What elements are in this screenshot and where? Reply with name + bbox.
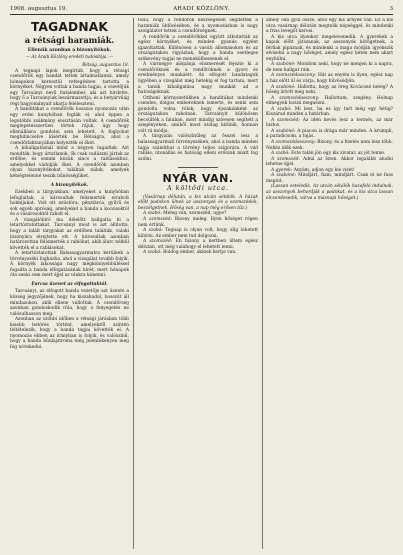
dialogue-line (266, 85, 393, 96)
dialogue-line (266, 73, 393, 84)
speaker: A szabóné: (271, 128, 296, 134)
divider (178, 167, 218, 168)
line-text: Meleg van, szomszéd, ugye? (163, 211, 227, 217)
speaker: A szabóné: (271, 84, 296, 90)
line-text: Én bizony a kertben ültem egész délután, ott még valahogy el lehetett lenni. (138, 239, 258, 250)
speaker: A szomszéd: (271, 156, 300, 162)
dialogue-line (266, 173, 393, 184)
paragraph: A tegnapi lapok megírták, hogy a rétsági csendőrök egy bandát tettek ártalmatlanná, amely hónapokon keresztül rettegésben tartotta a környéket. Négyen voltak a banda tagjai, a vezetőjük egy Tarcsányi nevű fiatalember, aki azt hirdette, hogy ő a Tarcsányiak leszármazottja, és a betyárvilág régi hagyományait akarja feléleszteni. (10, 68, 129, 107)
paragraph: A letartóztatottak Balassagyarmatra kerülnek a törvényszéki fogházba, ahol a vizsgálat tovább folyik. A környék lakossága nagy megkönnyebbüléssel fogadta a banda elfogatásának hírét, mert hónapok óta senki sem mert éjjel az utakra kimenni. (10, 251, 129, 279)
line-text: Bizony, és a fizetés nem lesz több. Nehéz idők ezek. (266, 140, 393, 151)
article-dateline (10, 62, 129, 68)
line-text: Anyám, adjon egy kis vizet! (293, 167, 355, 173)
speaker: A szabó: (143, 250, 162, 256)
paragraph: A banditákat a csendőrök hosszas nyomozás után egy erdei kunyhóban fogták el, ahol éppen a legutóbbi zsákmány elosztásán voltak. A csendőrök meglepetésszerűen törtek rájuk, úgy hogy ellenállásra gondolni sem lehetett. A foglyokat megbilincselve kísérték be Rétságra, ahol a csendőrlaktanyában helyezték el őket. (10, 107, 129, 146)
dialogue-line (138, 239, 258, 250)
column-rule (133, 18, 134, 549)
speaker: A szabó: (271, 106, 292, 112)
paragraph: amely oda gyűl össze, ahol egy kis árnyék van. Ez a kis utca vasárnap délután megtelik népséggel, és mindenki a friss levegőt keresi. (266, 18, 393, 35)
line-text: Bizony meleg. Ilyen hőséget régen nem értünk. (138, 216, 258, 228)
line-text: Este talán jön egy kis zivatar, az jót tenne. (291, 151, 386, 157)
speaker: A szomszéd: (143, 216, 172, 222)
line-text: Hát az enyém is ilyen, egész nap a ház előtt ül és várja, hogy hűvösödjön. (266, 73, 393, 85)
paragraph: A rendőrök a csendőrökkel együtt átkutatták az egész környéket, és minden gyanús egyént igazoltattak. Különösen a vasúti állomásokon és az országutakon vigyáztak, hogy a banda esetleges szökevény tagjai ne menekülhessenek el. (138, 34, 258, 62)
speaker: A szomszédasszony: (271, 73, 317, 79)
article-deck: Ellenük azonban a bizonyítékok. (27, 48, 112, 53)
dialogue-line (266, 157, 393, 168)
article-subtitle: a rétsági haramiák. (24, 35, 115, 45)
header-date: 1908. augusztus 19. (10, 6, 68, 12)
paragraph: A vizsgálóbíró ma délelőtt hallgatta ki a letartóztatottakat. Tarcsányi most is azt állította, hogy a talált tárgyakat az erdőben találták, valaki bizonyára elrejtette ott. A károsultak azonban határozottan felismerték a rablókat, akik álarc nélkül követték el a rablásokat. (10, 217, 129, 251)
dialogue-line (266, 140, 393, 151)
line-text: Hallotta, hogy az öreg Kovácsné beteg? A hőség ártott meg neki. (266, 84, 393, 96)
paragraph: A kihallgatásnál mind a négyen tagadtak. Azt mondták, hogy ártatlanok, ők csak vadászni jártak az erdőbe, és semmi közük sincs a rablásokhoz, amelyekkel vádolják őket. A csendőrök azonban olyan bizonyítékokat találtak náluk, amelyek kétségtelenné teszik bűnösségüket. (10, 146, 129, 180)
header-masthead: ARADI KÖZLÖNY. (173, 6, 230, 12)
line-text: Mindjárt, fiam, mindjárt. Csak el ne fuss megint. (266, 173, 393, 184)
speaker: A szabóné: (271, 62, 296, 68)
line-text: Az idén kevés lesz a termés, az már biztos. (266, 117, 393, 129)
speaker: A szomszéd: (271, 117, 300, 123)
paragraph: Tarcsányi, az elfogott banda vezetője azt üzente a község jegyzőjének, hogy ha kiszabadul, bosszút áll mindazokon, akik ellene vallottak. A csendőrség azonban gondoskodik róla, hogy a fenyegetés ne valósulhasson meg. (10, 289, 129, 317)
line-text: Boldog ember, akinek kertje van. (163, 250, 237, 256)
line-text: Hallottam, szegény. Holnap elmegyek hozzá megnézni. (266, 95, 393, 107)
paragraph: Azonban az utóbbi időben a rétsági járásban több kisebb betörés történt, amelyekről szintén feltételezik, hogy a banda tagjai követték el. A nyomozás ebben az irányban is folyik, és valószínű, hogy a banda bűnlajstroma még jelentékenyen meg fog növekedni. (10, 317, 129, 350)
paragraph: A vármegye alispánja elismerését fejezte ki a csendőröknek és a rendőröknek a gyors és eredményes munkáért. Az elfogott bandatagok ügyében a vizsgálat még hetekig el fog tartani, mert a tanúk kihallgatása nagy munkát ad a hatóságoknak. (138, 62, 258, 96)
paragraph: Otthoni környezetükben a banditákat mindenki csendes, dolgos embereknek ismerte, és senki sem gondolta volna róluk, hogy éjszakánként az országutakon rabolnak. Tarcsányit különösen becsülték a faluban, mert mindig szívesen segített a szegényeken, amiből most utólag kitűnik, honnan volt rá módja. (138, 95, 258, 134)
article-credit: — Az Aradi Közlöny eredeti tudósítója. — (25, 53, 114, 59)
dialogue-line (138, 250, 258, 256)
speaker: A szabó: (143, 228, 163, 234)
column-2 (138, 18, 258, 549)
speaker: A szabó: (271, 151, 290, 157)
dialogue-line (266, 62, 393, 73)
dialogue-line (266, 96, 393, 107)
dialogue-line (266, 129, 393, 140)
column-rule (262, 18, 263, 549)
dialogue-line (266, 107, 393, 118)
column-3 (266, 18, 393, 549)
article-title: TAGADNAK (30, 20, 109, 34)
dialogue-line (138, 228, 258, 239)
feature-subtitle: A költődi utca. (166, 184, 230, 193)
header-page-number: 3 (389, 6, 393, 12)
speaker: A szabó: (143, 211, 162, 217)
stage-direction: (Vasárnap délután, a kis utcán sétálók. A házak előtt padokon ülnek az asszonyok és a szomszédok, beszélgetnek. Hőség van, a nap még erősen tűz.) (138, 194, 258, 211)
stage-direction: (Lassan esteledik. Az utcán sétálók hazafelé indulnak, az asszonyok behordják a padokat, és a kis utca lassan elcsendesedik, várva a másnapi hőséget.) (266, 184, 393, 201)
page-header (10, 4, 393, 15)
line-text: Adná az Isten. Akkor legalább aludni lehetne éjjel. (266, 156, 393, 168)
paragraph: Ezekben a tárgyakban, amelyeket a kunyhóban lefoglaltak, a károsultak felismerték elrabolt holmijukat. Volt ott ezüstóra, pénztárca, gyűrű és sok egyéb apróság, amelyeket a banda a kocsisoktól és a vásárosoktól rabolt el. (10, 190, 129, 218)
speaker: A szabóné: (271, 173, 296, 179)
speaker: A gyerek: (271, 167, 293, 173)
dialogue-line (138, 217, 258, 228)
dialogue-line (266, 118, 393, 129)
line-text: Mondom neki, hogy ne menjen ki a napra, de nem hallgat rám. (266, 62, 393, 73)
column-1 (10, 18, 129, 549)
paragraph: A kis utca ilyenkor megelevenedik. A gyerekek a kapuk előtt játszanak, az asszonyok kötögetnek, a férfiak pipáznak, és mindenki a maga módján igyekszik elviselni a nagy hőséget, amely egész héten nem akart enyhülni. (266, 34, 393, 62)
feature-title: NYÁR VAN. (162, 172, 234, 186)
line-text: Mi lesz, ha ez így tart még egy hétig? Kiszárad minden a határban. (266, 106, 393, 118)
dateline-place: Rétság, (82, 62, 99, 68)
paragraph: toliú, hogy a rendőrök készségesen segítettek a haramiák üldözésében, és a nyomozásban is nagy szolgálatot tettek a csendőrségnek. (138, 18, 258, 35)
speaker: A szomszéd: (143, 239, 173, 245)
line-text: Tegnap is olyan volt, hogy alig lehetett kibírni. Az ember nem tud dolgozni. (138, 228, 258, 239)
paragraph: A tárgyalás valószínűleg az ősszel lesz a balassagyarmati törvényszéken, ahol a banda minden tagja számíthat a törvény teljes szigorára. A vád rablás, útonállás és hatóság elleni erőszak miatt fog szólni. (138, 134, 258, 162)
dateline-date: augusztus 18. (99, 62, 129, 68)
line-text: A piacon is drága már minden. A krumpli, a paradicsom, a tojás. (266, 128, 393, 140)
speaker: A szomszédasszony: (271, 95, 320, 101)
section-heading: A bizonyítékok. (50, 182, 89, 188)
section-heading: Furcsa üzenet az elfogottaktól. (31, 281, 108, 287)
speaker: A szomszédasszony: (271, 140, 316, 146)
